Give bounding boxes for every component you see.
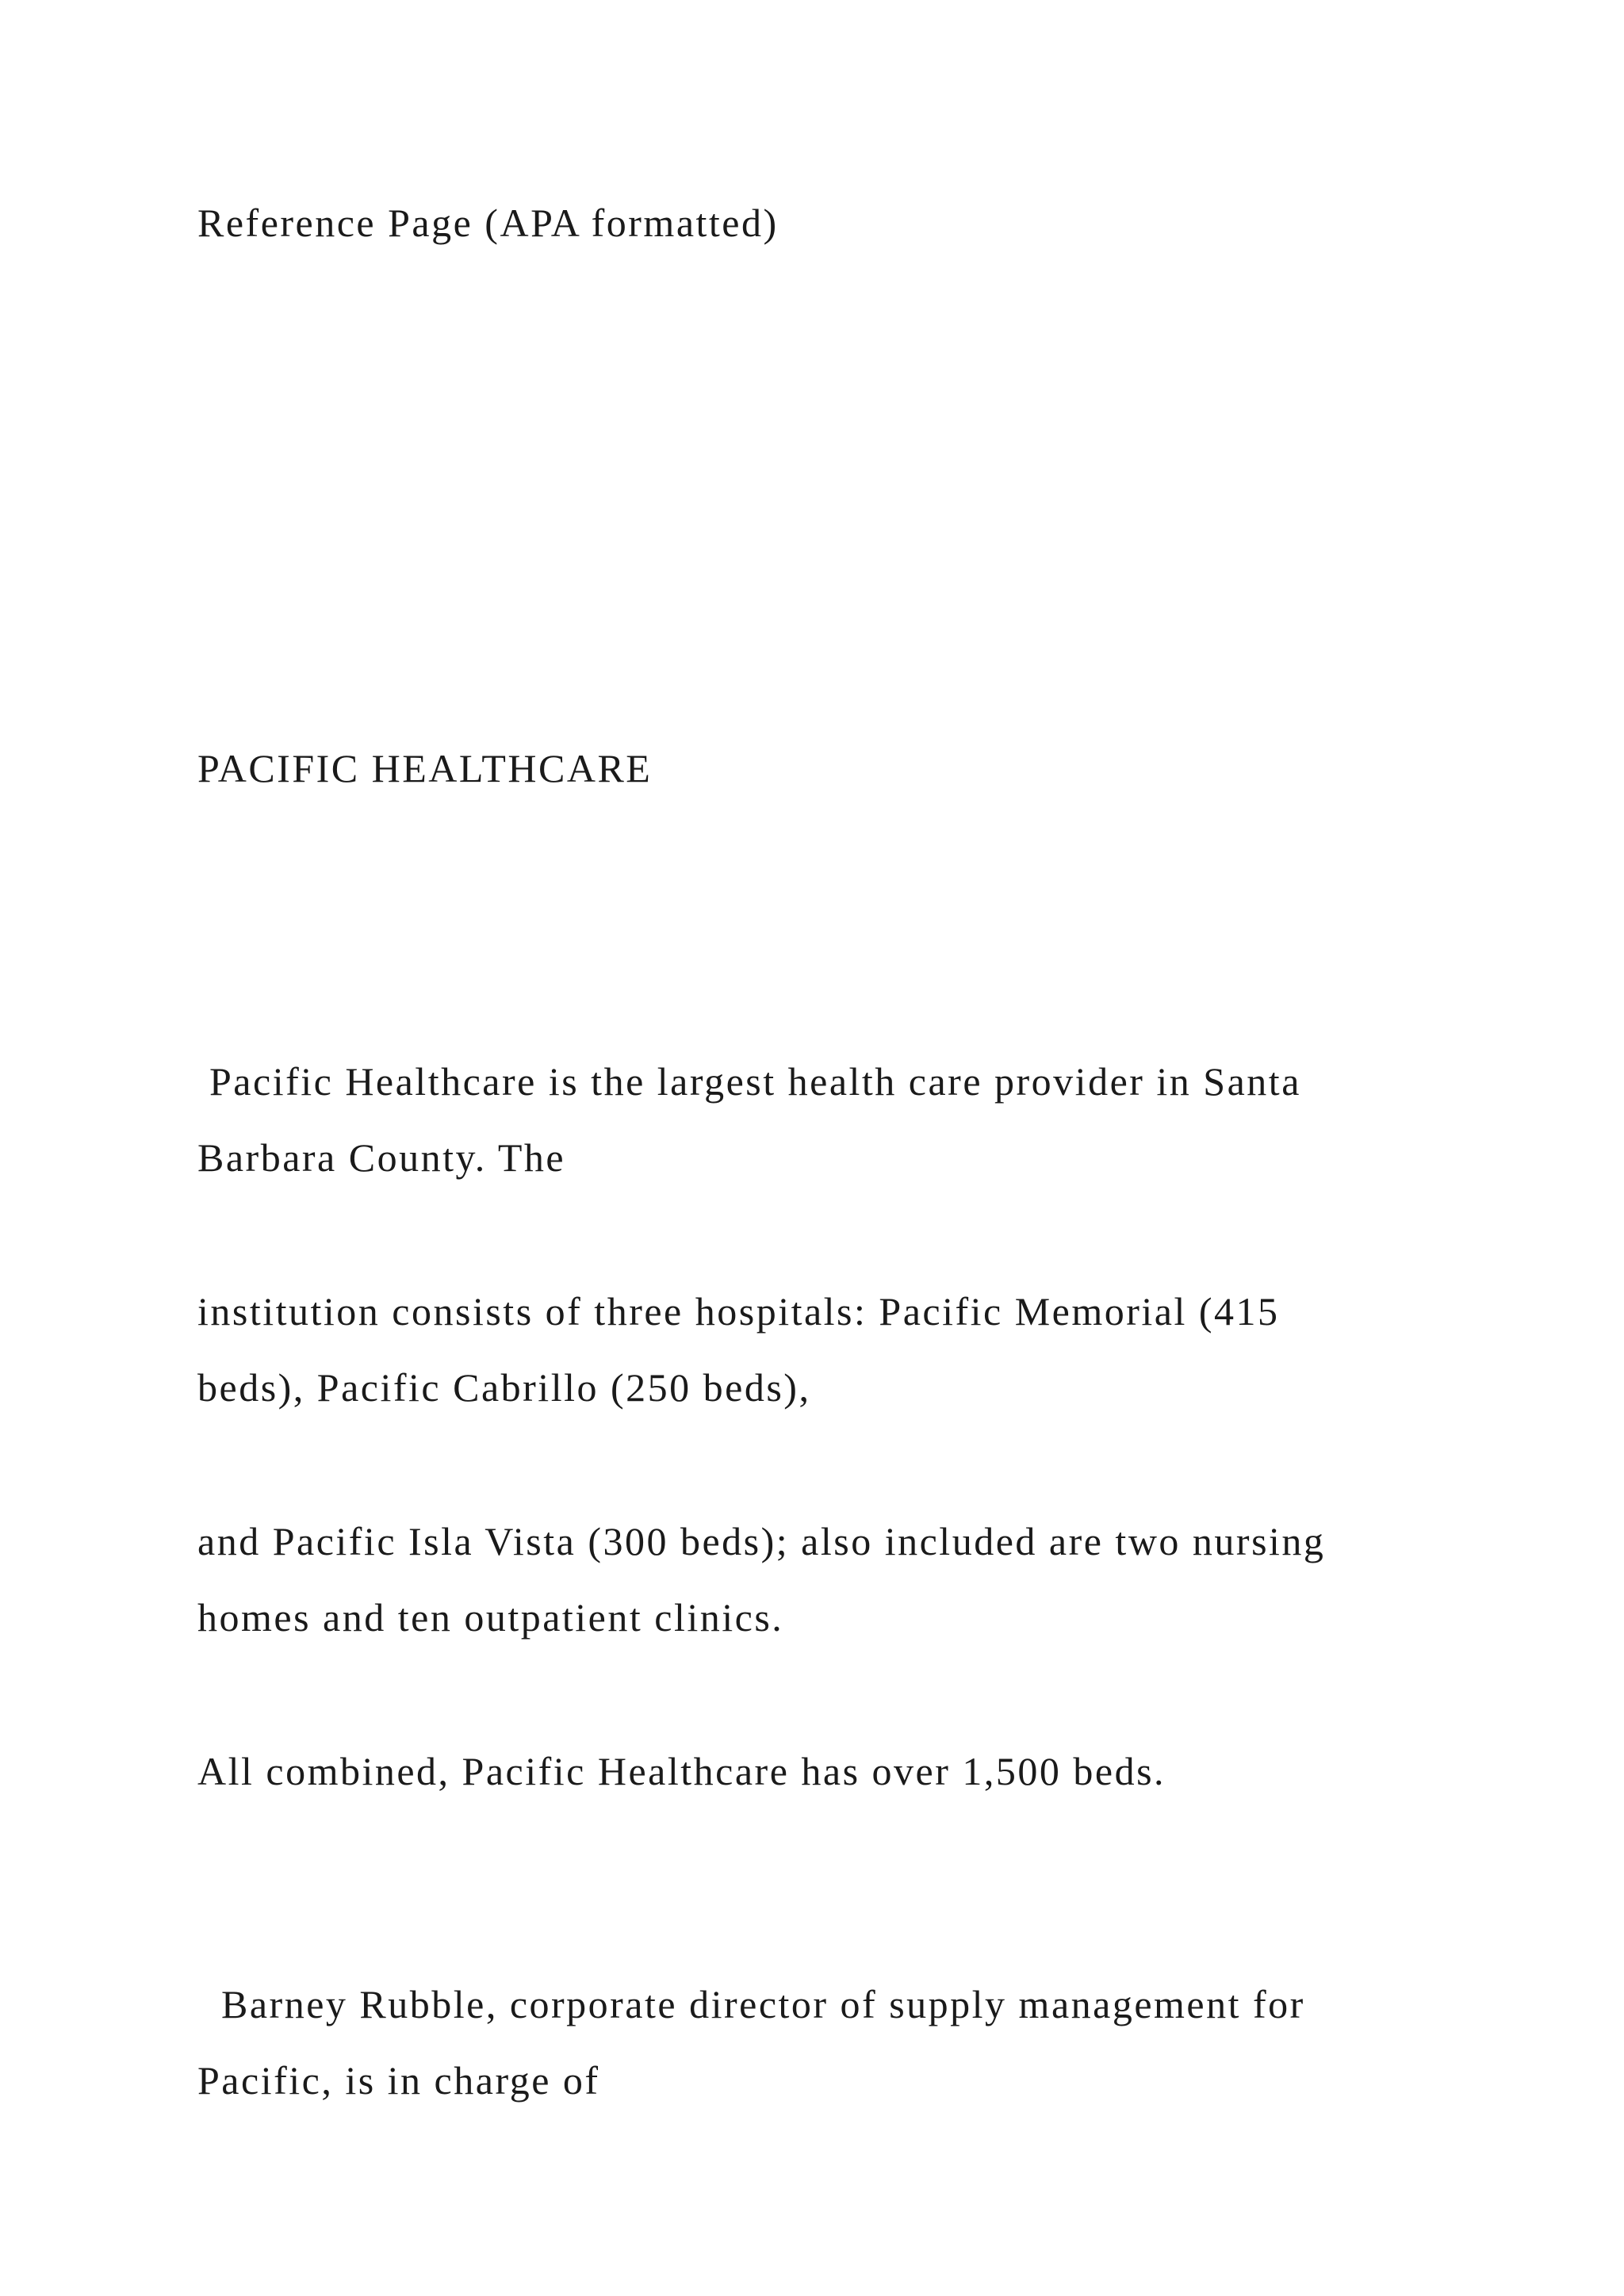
paragraph-2-line-1: institution consists of three hospitals: Pacific Memorial (415 <box>197 1289 1280 1334</box>
reference-page-heading: Reference Page (APA formatted) <box>197 201 779 245</box>
paragraph-3-line-2: homes and ten outpatient clinics. <box>197 1595 784 1640</box>
paragraph-2-line-2: beds), Pacific Cabrillo (250 beds), <box>197 1365 811 1410</box>
paragraph-3-line-1: and Pacific Isla Vista (300 beds); also included are two nursing <box>197 1519 1326 1563</box>
section-title: PACIFIC HEALTHCARE <box>197 746 653 790</box>
paragraph-5-line-1: Barney Rubble, corporate director of supply management for <box>197 1982 1305 2026</box>
paragraph-4-line-1: All combined, Pacific Healthcare has over 1,500 beds. <box>197 1749 1166 1793</box>
paragraph-5-line-2: Pacific, is in charge of <box>197 2058 600 2103</box>
paragraph-1-line-2: Barbara County. The <box>197 1135 566 1180</box>
paragraph-1-line-1: Pacific Healthcare is the largest health care provider in Santa <box>197 1059 1301 1104</box>
